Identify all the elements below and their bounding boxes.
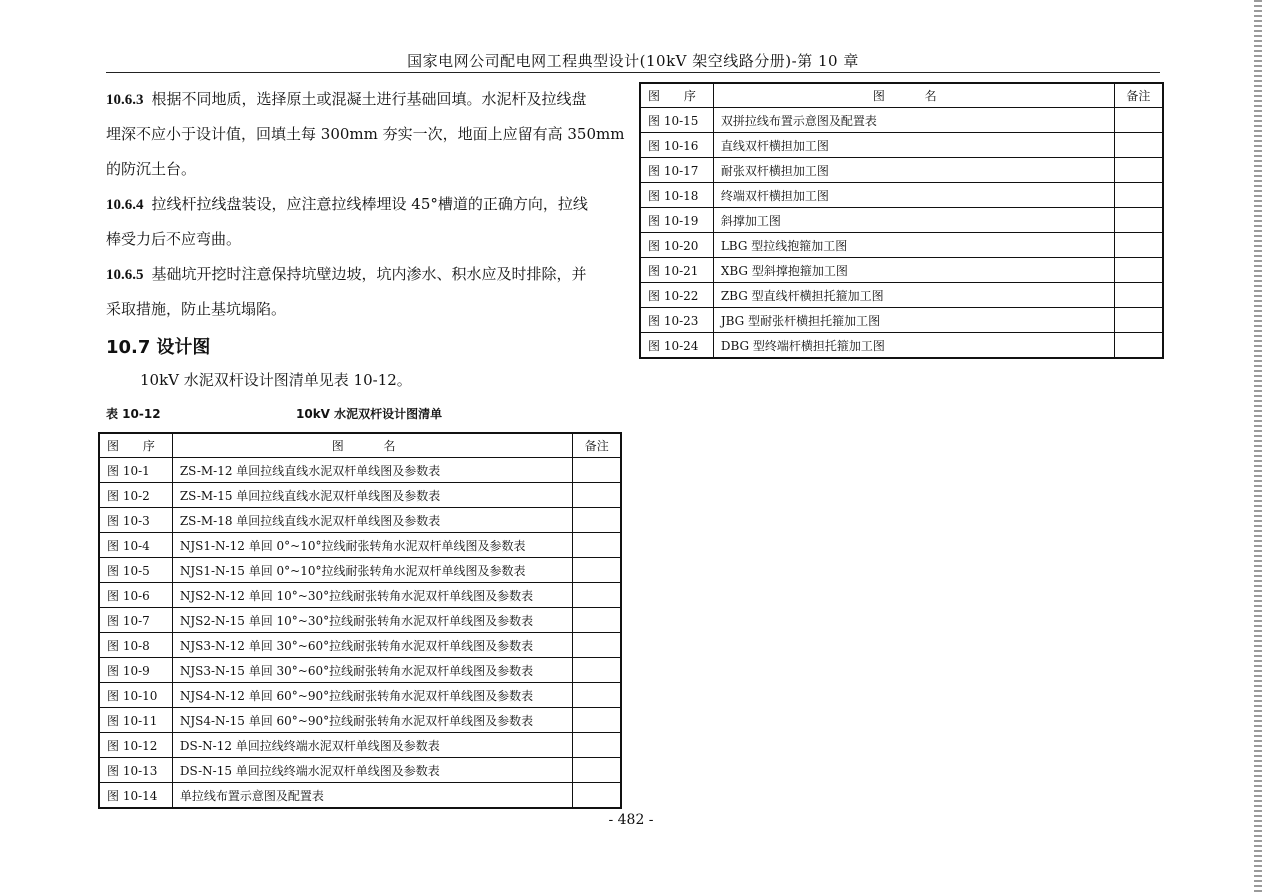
cell-seq: 图 10-10 [99,683,172,708]
header-note: 备注 [1114,83,1163,108]
table-row [640,258,1163,283]
table-row [640,208,1163,233]
header-seq: 图 序 [99,433,172,458]
table-row [99,508,621,533]
cell-name: DS-N-15 单回拉线终端水泥双杆单线图及参数表 [172,758,573,783]
table-caption-title: 10kV 水泥双杆设计图清单 [296,407,443,421]
cell-note [1114,208,1163,233]
table-body [640,108,1163,359]
clause-number: 10.6.3 [106,92,144,108]
cell-note [573,633,621,658]
cell-name: NJS3-N-15 单回 30°~60°拉线耐张转角水泥双杆单线图及参数表 [172,658,573,683]
cell-note [573,758,621,783]
clause-number: 10.6.5 [106,267,144,283]
header-seq: 图 序 [640,83,713,108]
cell-note [573,533,621,558]
table-row [99,558,621,583]
cell-seq: 图 10-22 [640,283,713,308]
cell-seq: 图 10-17 [640,158,713,183]
cell-name: NJS4-N-12 单回 60°~90°拉线耐张转角水泥双杆单线图及参数表 [172,683,573,708]
table-row [99,783,621,809]
paragraph-10-6-4-line-1 [106,194,588,215]
paragraph-10-6-4-line-2: 棒受力后不应弯曲。 [106,230,242,248]
table-caption-number: 表 10-12 [106,407,161,421]
header-rule [106,72,1160,73]
cell-name: NJS3-N-12 单回 30°~60°拉线耐张转角水泥双杆单线图及参数表 [172,633,573,658]
cell-note [573,708,621,733]
cell-name: DBG 型终端杆横担托箍加工图 [713,333,1114,359]
table-row [99,683,621,708]
cell-name: ZBG 型直线杆横担托箍加工图 [713,283,1114,308]
cell-seq: 图 10-18 [640,183,713,208]
paragraph-10-6-5-line-1 [106,264,587,285]
cell-note [1114,233,1163,258]
cell-seq: 图 10-6 [99,583,172,608]
header-name: 图 名 [713,83,1114,108]
cell-name: NJS1-N-12 单回 0°~10°拉线耐张转角水泥双杆单线图及参数表 [172,533,573,558]
cell-note [573,458,621,483]
paragraph-text: 基础坑开挖时注意保持坑壁边坡，坑内渗水、积水应及时排除，并 [151,265,587,283]
cell-note [573,483,621,508]
table-row [640,183,1163,208]
cell-note [573,783,621,809]
table-row [99,658,621,683]
cell-seq: 图 10-21 [640,258,713,283]
cell-note [573,583,621,608]
clause-number: 10.6.4 [106,197,144,213]
table-row [640,308,1163,333]
cell-seq: 图 10-13 [99,758,172,783]
cell-seq: 图 10-7 [99,608,172,633]
cell-seq: 图 10-20 [640,233,713,258]
table-row [99,608,621,633]
cell-seq: 图 10-5 [99,558,172,583]
table-header-row [640,83,1163,108]
table-row [640,158,1163,183]
cell-name: JBG 型耐张杆横担托箍加工图 [713,308,1114,333]
page-number: - 482 - [608,812,654,828]
running-header: 国家电网公司配电网工程典型设计(10kV 架空线路分册)-第 10 章 [407,52,859,70]
intro-sentence: 10kV 水泥双杆设计图清单见表 10-12。 [140,371,412,389]
cell-note [573,608,621,633]
cell-name: ZS-M-18 单回拉线直线水泥双杆单线图及参数表 [172,508,573,533]
table-row [640,108,1163,133]
cell-name: DS-N-12 单回拉线终端水泥双杆单线图及参数表 [172,733,573,758]
table-row [99,633,621,658]
table-header-row [99,433,621,458]
cell-note [1114,333,1163,359]
cell-note [1114,258,1163,283]
table-row [640,283,1163,308]
cell-seq: 图 10-2 [99,483,172,508]
cell-seq: 图 10-9 [99,658,172,683]
cell-seq: 图 10-16 [640,133,713,158]
cell-note [573,683,621,708]
drawing-list-table-left [98,432,622,809]
page-edge-decoration [1254,0,1262,892]
cell-note [573,558,621,583]
cell-seq: 图 10-23 [640,308,713,333]
cell-note [1114,183,1163,208]
cell-seq: 图 10-1 [99,458,172,483]
cell-name: NJS4-N-15 单回 60°~90°拉线耐张转角水泥双杆单线图及参数表 [172,708,573,733]
paragraph-10-6-5-line-2: 采取措施，防止基坑塌陷。 [106,300,287,318]
cell-note [1114,308,1163,333]
cell-name: 终端双杆横担加工图 [713,183,1114,208]
cell-note [573,733,621,758]
section-number: 10.7 [106,337,151,358]
cell-note [1114,283,1163,308]
cell-seq: 图 10-4 [99,533,172,558]
cell-seq: 图 10-19 [640,208,713,233]
paragraph-text: 根据不同地质，选择原土或混凝土进行基础回填。水泥杆及拉线盘 [151,90,587,108]
table-row [99,483,621,508]
cell-name: 单拉线布置示意图及配置表 [172,783,573,809]
cell-note [573,508,621,533]
cell-name: NJS1-N-15 单回 0°~10°拉线耐张转角水泥双杆单线图及参数表 [172,558,573,583]
table-row [99,708,621,733]
cell-name: 直线双杆横担加工图 [713,133,1114,158]
cell-note [1114,108,1163,133]
cell-name: 耐张双杆横担加工图 [713,158,1114,183]
cell-name: 双拼拉线布置示意图及配置表 [713,108,1114,133]
cell-seq: 图 10-14 [99,783,172,809]
table-row [640,133,1163,158]
paragraph-10-6-3-line-1 [106,89,587,110]
cell-seq: 图 10-11 [99,708,172,733]
header-name: 图 名 [172,433,573,458]
paragraph-10-6-3-line-3: 的防沉土台。 [106,160,197,178]
table-row [640,333,1163,359]
cell-seq: 图 10-8 [99,633,172,658]
cell-name: ZS-M-12 单回拉线直线水泥双杆单线图及参数表 [172,458,573,483]
table-row [99,758,621,783]
section-title-text: 设计图 [156,337,211,358]
cell-name: XBG 型斜撑抱箍加工图 [713,258,1114,283]
drawing-list-table-right [639,82,1164,359]
cell-note [573,658,621,683]
cell-name: NJS2-N-15 单回 10°~30°拉线耐张转角水泥双杆单线图及参数表 [172,608,573,633]
cell-seq: 图 10-12 [99,733,172,758]
cell-name: 斜撑加工图 [713,208,1114,233]
table-row [99,733,621,758]
table-row [640,233,1163,258]
cell-name: ZS-M-15 单回拉线直线水泥双杆单线图及参数表 [172,483,573,508]
table-row [99,583,621,608]
cell-note [1114,133,1163,158]
cell-name: NJS2-N-12 单回 10°~30°拉线耐张转角水泥双杆单线图及参数表 [172,583,573,608]
cell-seq: 图 10-24 [640,333,713,359]
cell-note [1114,158,1163,183]
cell-seq: 图 10-3 [99,508,172,533]
header-note: 备注 [573,433,621,458]
table-body [99,458,621,809]
paragraph-10-6-3-line-2: 埋深不应小于设计值，回填土每 300mm 夯实一次，地面上应留有高 350mm [106,125,625,143]
cell-seq: 图 10-15 [640,108,713,133]
section-heading [106,333,210,359]
table-row [99,533,621,558]
cell-name: LBG 型拉线抱箍加工图 [713,233,1114,258]
paragraph-text: 拉线杆拉线盘装设，应注意拉线棒埋设 45°槽道的正确方向，拉线 [151,195,588,213]
table-row [99,458,621,483]
